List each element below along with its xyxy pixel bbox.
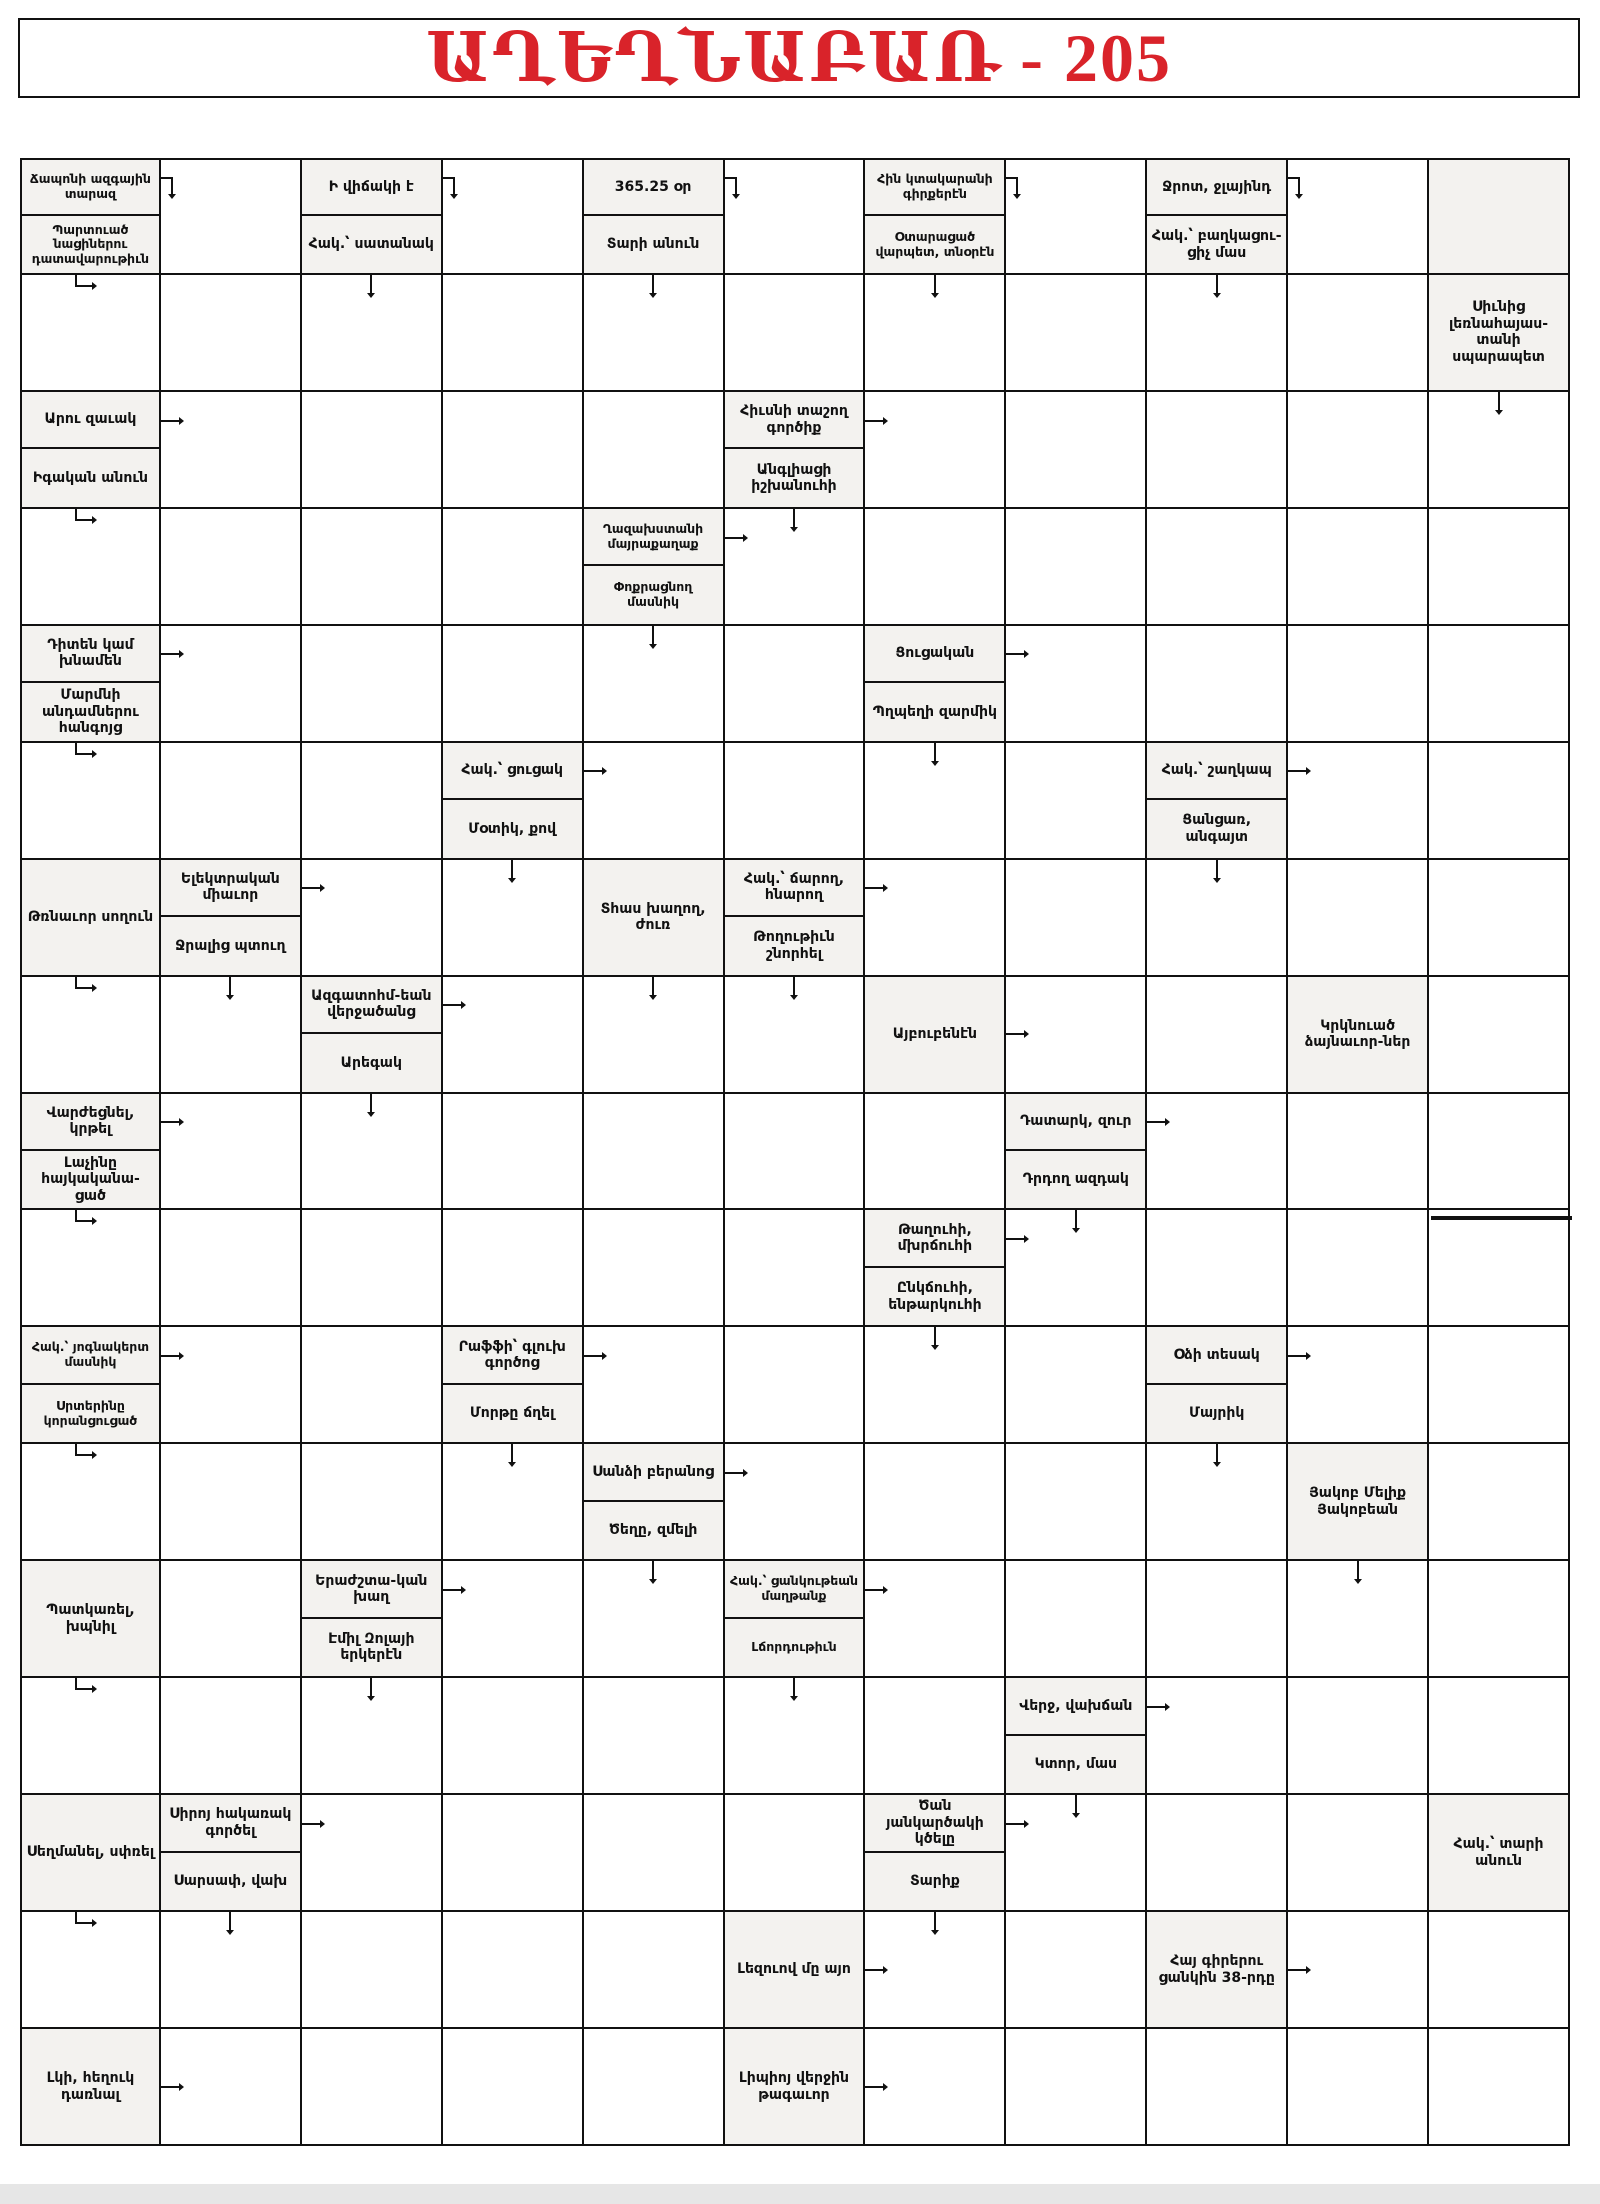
clue-cell xyxy=(584,509,725,626)
answer-cell[interactable] xyxy=(302,1210,443,1327)
answer-cell[interactable] xyxy=(1147,275,1288,392)
answer-cell[interactable] xyxy=(161,2029,302,2146)
answer-cell[interactable] xyxy=(443,860,584,977)
clue-text: Տհաս խաղող, ժուռ xyxy=(584,860,723,975)
answer-cell[interactable] xyxy=(1288,1561,1429,1678)
clue-cell xyxy=(584,860,725,977)
clue-text-bottom: Իգական անուն xyxy=(22,449,159,506)
clue-cell xyxy=(20,626,161,743)
answer-cell[interactable] xyxy=(584,1561,725,1678)
clue-cell xyxy=(161,860,302,977)
answer-cell[interactable] xyxy=(584,1094,725,1211)
clue-cell xyxy=(1147,1327,1288,1444)
answer-cell[interactable] xyxy=(443,1795,584,1912)
answer-cell[interactable] xyxy=(161,392,302,509)
clue-cell xyxy=(725,2029,866,2146)
clue-cell xyxy=(1006,1094,1147,1211)
answer-cell[interactable] xyxy=(20,1678,161,1795)
answer-cell[interactable] xyxy=(443,626,584,743)
answer-cell[interactable] xyxy=(443,1678,584,1795)
answer-cell[interactable] xyxy=(1288,1327,1429,1444)
clue-text-bottom: Հակ.՝ սատանակ xyxy=(302,216,441,272)
clue-text-top: Վարժեցնել, կրթել xyxy=(22,1094,159,1151)
answer-cell[interactable] xyxy=(161,1327,302,1444)
clue-cell xyxy=(161,1795,302,1912)
clue-text: Սեղմանել, սփռել xyxy=(22,1795,159,1910)
answer-cell[interactable] xyxy=(1288,1678,1429,1795)
answer-cell[interactable] xyxy=(302,626,443,743)
clue-cell xyxy=(865,1210,1006,1327)
answer-cell[interactable] xyxy=(584,977,725,1094)
clue-cell xyxy=(302,158,443,275)
clue-text-top: Հին կտակարանի գիրքերէն xyxy=(865,160,1004,216)
clue-text-top: Հակ.՝ ցանկութեան մաղթանք xyxy=(725,1561,864,1618)
clue-text: Լիպիոյ վերջին թագաւոր xyxy=(725,2029,864,2144)
answer-cell[interactable] xyxy=(1006,509,1147,626)
clue-cell xyxy=(20,1561,161,1678)
answer-cell[interactable] xyxy=(1288,275,1429,392)
answer-cell[interactable] xyxy=(20,977,161,1094)
answer-cell[interactable] xyxy=(161,1210,302,1327)
clue-text: Լկի, հեղուկ դառնալ xyxy=(22,2029,159,2144)
clue-cell xyxy=(20,1094,161,1211)
answer-cell[interactable] xyxy=(443,509,584,626)
clue-text-top: Երաժշտա-կան խաղ xyxy=(302,1561,441,1618)
answer-cell[interactable] xyxy=(1006,2029,1147,2146)
answer-cell[interactable] xyxy=(1147,860,1288,977)
clue-cell xyxy=(20,1327,161,1444)
answer-cell[interactable] xyxy=(161,1678,302,1795)
answer-cell[interactable] xyxy=(1006,1561,1147,1678)
answer-cell[interactable] xyxy=(1429,860,1570,977)
clue-text: Այբուբենէն xyxy=(865,977,1004,1092)
clue-cell xyxy=(1006,1678,1147,1795)
answer-cell[interactable] xyxy=(20,1444,161,1561)
answer-cell[interactable] xyxy=(584,1327,725,1444)
answer-cell[interactable] xyxy=(161,1561,302,1678)
answer-cell[interactable] xyxy=(1147,392,1288,509)
clue-cell xyxy=(584,1444,725,1561)
answer-cell[interactable] xyxy=(1288,2029,1429,2146)
answer-cell[interactable] xyxy=(20,1912,161,2029)
answer-cell[interactable] xyxy=(1147,1678,1288,1795)
clue-text-bottom: Մարմնի անդամներու հանգոյց xyxy=(22,683,159,740)
answer-cell[interactable] xyxy=(302,1912,443,2029)
answer-cell[interactable] xyxy=(1288,392,1429,509)
answer-cell[interactable] xyxy=(1288,158,1429,275)
clue-text-top: Հակ.՝ ցուցակ xyxy=(443,743,582,800)
answer-cell[interactable] xyxy=(20,275,161,392)
answer-cell[interactable] xyxy=(302,1094,443,1211)
clue-cell xyxy=(20,1795,161,1912)
answer-cell[interactable] xyxy=(302,860,443,977)
footer-band xyxy=(0,2184,1600,2204)
clue-cell xyxy=(725,860,866,977)
answer-cell[interactable] xyxy=(1147,1795,1288,1912)
answer-cell[interactable] xyxy=(302,1795,443,1912)
answer-cell[interactable] xyxy=(161,977,302,1094)
answer-cell[interactable] xyxy=(1429,1444,1570,1561)
answer-cell[interactable] xyxy=(302,1327,443,1444)
answer-cell[interactable] xyxy=(584,392,725,509)
clue-cell xyxy=(302,977,443,1094)
answer-cell[interactable] xyxy=(584,1912,725,2029)
clue-text-top: Ազգատոհմ-եան վերջածանց xyxy=(302,977,441,1034)
answer-cell[interactable] xyxy=(725,1444,866,1561)
clue-text-bottom: Օտարացած վարպետ, տնօրէն xyxy=(865,216,1004,272)
answer-cell[interactable] xyxy=(1147,977,1288,1094)
answer-cell[interactable] xyxy=(725,1795,866,1912)
answer-cell[interactable] xyxy=(725,1678,866,1795)
answer-cell[interactable] xyxy=(1006,626,1147,743)
clue-text-bottom: Արեգակ xyxy=(302,1034,441,1091)
answer-cell[interactable] xyxy=(1429,1912,1570,2029)
answer-cell[interactable] xyxy=(161,626,302,743)
clue-cell xyxy=(443,743,584,860)
answer-cell[interactable] xyxy=(1147,1094,1288,1211)
answer-cell[interactable] xyxy=(1429,2029,1570,2146)
answer-cell[interactable] xyxy=(1147,1561,1288,1678)
answer-cell[interactable] xyxy=(1006,1912,1147,2029)
answer-cell[interactable] xyxy=(1288,1210,1429,1327)
clue-text-top: Վերջ, վախճան xyxy=(1006,1678,1145,1735)
clue-cell xyxy=(865,977,1006,1094)
answer-cell[interactable] xyxy=(1429,1094,1570,1211)
clue-cell xyxy=(725,1912,866,2029)
answer-cell[interactable] xyxy=(865,392,1006,509)
answer-cell[interactable] xyxy=(1147,1210,1288,1327)
puzzle-title: ԱՂԵՂՆԱԲԱՌ - 205 xyxy=(426,20,1172,96)
answer-cell[interactable] xyxy=(443,392,584,509)
answer-cell[interactable] xyxy=(1006,1444,1147,1561)
answer-cell[interactable] xyxy=(302,392,443,509)
answer-cell[interactable] xyxy=(584,743,725,860)
clue-cell xyxy=(1429,1795,1570,1912)
clue-text-top: Սիրոյ հակառակ գործել xyxy=(161,1795,300,1852)
answer-cell[interactable] xyxy=(1006,275,1147,392)
clue-text-bottom: Կտոր, մաս xyxy=(1006,1736,1145,1793)
clue-cell xyxy=(1147,158,1288,275)
clue-text-bottom: Անգլիացի իշխանուհի xyxy=(725,449,864,506)
clue-text-bottom: Մօտիկ, քով xyxy=(443,800,582,857)
clue-text-bottom: Պարտուած նացիներու դատավարութիւն xyxy=(22,216,159,272)
answer-cell[interactable] xyxy=(443,158,584,275)
answer-cell[interactable] xyxy=(584,1795,725,1912)
clue-text: Սիւնից լեռնահայաս-տանի սպարապետ xyxy=(1429,275,1568,390)
answer-cell[interactable] xyxy=(1429,1561,1570,1678)
answer-cell[interactable] xyxy=(161,743,302,860)
answer-cell[interactable] xyxy=(161,1912,302,2029)
answer-cell[interactable] xyxy=(1429,743,1570,860)
clue-text: Հակ.՝ տարի անուն xyxy=(1429,1795,1568,1910)
answer-cell[interactable] xyxy=(1147,626,1288,743)
answer-cell[interactable] xyxy=(725,743,866,860)
clue-cell xyxy=(865,1795,1006,1912)
answer-cell[interactable] xyxy=(865,743,1006,860)
answer-cell[interactable] xyxy=(1006,392,1147,509)
clue-text-bottom: Մորթը ճղել xyxy=(443,1385,582,1442)
answer-cell[interactable] xyxy=(1429,626,1570,743)
clue-cell xyxy=(20,2029,161,2146)
answer-cell[interactable] xyxy=(865,275,1006,392)
answer-cell[interactable] xyxy=(1147,509,1288,626)
answer-cell[interactable] xyxy=(161,1094,302,1211)
clue-text: Լեզուով մը այո xyxy=(725,1912,864,2027)
answer-cell[interactable] xyxy=(865,1327,1006,1444)
answer-cell[interactable] xyxy=(1429,392,1570,509)
answer-cell[interactable] xyxy=(443,275,584,392)
answer-cell[interactable] xyxy=(865,509,1006,626)
clue-text xyxy=(1429,160,1568,273)
answer-cell[interactable] xyxy=(302,2029,443,2146)
clue-cell xyxy=(1429,275,1570,392)
clue-text-top: Դատարկ, զուր xyxy=(1006,1094,1145,1151)
answer-cell[interactable] xyxy=(865,1912,1006,2029)
answer-cell[interactable] xyxy=(443,1912,584,2029)
answer-cell[interactable] xyxy=(725,158,866,275)
clue-text-bottom: Ընկճուհի, ենթարկուհի xyxy=(865,1268,1004,1325)
answer-cell[interactable] xyxy=(1006,1795,1147,1912)
clue-text-top: Հիւսնի տաշող գործիք xyxy=(725,392,864,449)
answer-cell[interactable] xyxy=(20,743,161,860)
answer-cell[interactable] xyxy=(20,509,161,626)
clue-text-top: Ջրոտ, ջլայինդ xyxy=(1147,160,1286,216)
clue-text-top: Ծան յանկարծակի կծելը xyxy=(865,1795,1004,1852)
answer-cell[interactable] xyxy=(584,1210,725,1327)
answer-cell[interactable] xyxy=(865,1678,1006,1795)
answer-cell[interactable] xyxy=(1288,626,1429,743)
answer-cell[interactable] xyxy=(1006,860,1147,977)
clue-text-bottom: Թողութիւն շնորհել xyxy=(725,917,864,974)
answer-cell[interactable] xyxy=(1006,743,1147,860)
clue-text-bottom: Ցանցառ, անգայտ xyxy=(1147,800,1286,857)
clue-text-bottom: Տարիք xyxy=(865,1853,1004,1910)
clue-text-top: Ցուցական xyxy=(865,626,1004,683)
clue-text-top: Հակ.՝ շաղկապ xyxy=(1147,743,1286,800)
answer-cell[interactable] xyxy=(1006,1210,1147,1327)
clue-text: Պատկառել, խպնիլ xyxy=(22,1561,159,1676)
clue-text-bottom: Լաչինը հայկականա-ցած xyxy=(22,1151,159,1208)
clue-text-top: Սանձի բերանոց xyxy=(584,1444,723,1501)
answer-cell[interactable] xyxy=(584,1678,725,1795)
answer-cell[interactable] xyxy=(1288,860,1429,977)
clue-cell xyxy=(865,626,1006,743)
answer-cell[interactable] xyxy=(725,509,866,626)
clue-text-bottom: Փոքրացնող մասնիկ xyxy=(584,566,723,623)
answer-cell[interactable] xyxy=(20,1210,161,1327)
clue-text-bottom: Սրտերինը կորանցուցած xyxy=(22,1385,159,1442)
clue-text-top: Հակ.՝ յոգնակերտ մասնիկ xyxy=(22,1327,159,1384)
answer-cell[interactable] xyxy=(443,1561,584,1678)
clue-cell xyxy=(725,1561,866,1678)
answer-cell[interactable] xyxy=(1006,977,1147,1094)
clue-cell xyxy=(443,1327,584,1444)
answer-cell[interactable] xyxy=(725,1210,866,1327)
answer-cell[interactable] xyxy=(725,1327,866,1444)
answer-cell[interactable] xyxy=(584,626,725,743)
clue-cell xyxy=(584,158,725,275)
answer-cell[interactable] xyxy=(1288,743,1429,860)
answer-cell[interactable] xyxy=(1288,1795,1429,1912)
answer-cell[interactable] xyxy=(443,1094,584,1211)
clue-cell xyxy=(20,158,161,275)
answer-cell[interactable] xyxy=(584,2029,725,2146)
answer-cell[interactable] xyxy=(1429,977,1570,1094)
clue-text-top: Րաֆֆի՝ գլուխ գործոց xyxy=(443,1327,582,1384)
answer-cell[interactable] xyxy=(443,977,584,1094)
clue-text-bottom: Դրդող ազդակ xyxy=(1006,1151,1145,1208)
answer-cell[interactable] xyxy=(865,2029,1006,2146)
answer-cell[interactable] xyxy=(302,509,443,626)
clue-text-bottom: Սարսափ, վախ xyxy=(161,1853,300,1910)
clue-text: Թռնաւոր սողուն xyxy=(22,860,159,975)
clue-text-bottom: Տարի անուն xyxy=(584,216,723,272)
clue-text-bottom: Հակ.՝ բաղկացու-ցիչ մաս xyxy=(1147,216,1286,272)
answer-cell[interactable] xyxy=(161,509,302,626)
answer-cell[interactable] xyxy=(161,275,302,392)
clue-cell xyxy=(865,158,1006,275)
clue-text-top: Ղազախստանի մայրաքաղաք xyxy=(584,509,723,566)
clue-cell xyxy=(1147,1912,1288,2029)
clue-cell xyxy=(1147,743,1288,860)
answer-cell[interactable] xyxy=(302,1444,443,1561)
clue-text-bottom: Ջրալից պտուղ xyxy=(161,917,300,974)
clue-text-top: Արու զաւակ xyxy=(22,392,159,449)
clue-text-top: Հակ.՝ ճարող, հնարող xyxy=(725,860,864,917)
answer-cell[interactable] xyxy=(302,743,443,860)
clue-cell xyxy=(20,392,161,509)
answer-cell[interactable] xyxy=(725,1094,866,1211)
clue-text: Յակոբ Մելիք Յակոբեան xyxy=(1288,1444,1427,1559)
answer-cell[interactable] xyxy=(161,1444,302,1561)
clue-text-bottom: Լճորդութիւն xyxy=(725,1619,864,1676)
answer-cell[interactable] xyxy=(1006,158,1147,275)
grid-thick-divider xyxy=(1431,1216,1572,1220)
answer-cell[interactable] xyxy=(865,1094,1006,1211)
clue-text-bottom: Էմիլ Զոլայի երկերէն xyxy=(302,1619,441,1676)
answer-cell[interactable] xyxy=(1147,2029,1288,2146)
clue-text-top: Դիտեն կամ խնամեն xyxy=(22,626,159,683)
clue-text-top: Օձի տեսակ xyxy=(1147,1327,1286,1384)
answer-cell[interactable] xyxy=(1429,1327,1570,1444)
clue-text-bottom: Պղպեղի զարմիկ xyxy=(865,683,1004,740)
answer-cell[interactable] xyxy=(1147,1444,1288,1561)
answer-cell[interactable] xyxy=(443,1444,584,1561)
clue-text-bottom: Մայրիկ xyxy=(1147,1385,1286,1442)
answer-cell[interactable] xyxy=(865,860,1006,977)
answer-cell[interactable] xyxy=(302,1678,443,1795)
clue-text-top: Ի վիճակի է xyxy=(302,160,441,216)
answer-cell[interactable] xyxy=(443,2029,584,2146)
clue-cell xyxy=(20,860,161,977)
answer-cell[interactable] xyxy=(865,1561,1006,1678)
answer-cell[interactable] xyxy=(865,1444,1006,1561)
answer-cell[interactable] xyxy=(725,626,866,743)
answer-cell[interactable] xyxy=(302,275,443,392)
clue-cell xyxy=(725,392,866,509)
clue-text-bottom: Ծեղը, զմելի xyxy=(584,1502,723,1559)
answer-cell[interactable] xyxy=(1288,509,1429,626)
clue-cell xyxy=(1288,977,1429,1094)
clue-text-top: Ճապոնի ազգային տարազ xyxy=(22,160,159,216)
clue-cell xyxy=(1429,158,1570,275)
answer-cell[interactable] xyxy=(1429,1678,1570,1795)
clue-cell xyxy=(302,1561,443,1678)
answer-cell[interactable] xyxy=(1288,1912,1429,2029)
answer-cell[interactable] xyxy=(1288,1094,1429,1211)
answer-cell[interactable] xyxy=(1429,509,1570,626)
clue-text-top: Թաղուհի, մխրճուհի xyxy=(865,1210,1004,1267)
answer-cell[interactable] xyxy=(584,275,725,392)
answer-cell[interactable] xyxy=(161,158,302,275)
answer-cell[interactable] xyxy=(725,275,866,392)
answer-cell[interactable] xyxy=(443,1210,584,1327)
clue-text: Հայ գիրերու ցանկին 38-րդը xyxy=(1147,1912,1286,2027)
answer-cell[interactable] xyxy=(725,977,866,1094)
answer-cell[interactable] xyxy=(1429,1210,1570,1327)
clue-text: Կրկնուած ձայնաւոր-ներ xyxy=(1288,977,1427,1092)
clue-text-top: 365.25 օր xyxy=(584,160,723,216)
crossword-grid xyxy=(20,158,1570,2146)
clue-text-top: Ելեկտրական միաւոր xyxy=(161,860,300,917)
title-box xyxy=(18,18,1580,98)
clue-cell xyxy=(1288,1444,1429,1561)
answer-cell[interactable] xyxy=(1006,1327,1147,1444)
